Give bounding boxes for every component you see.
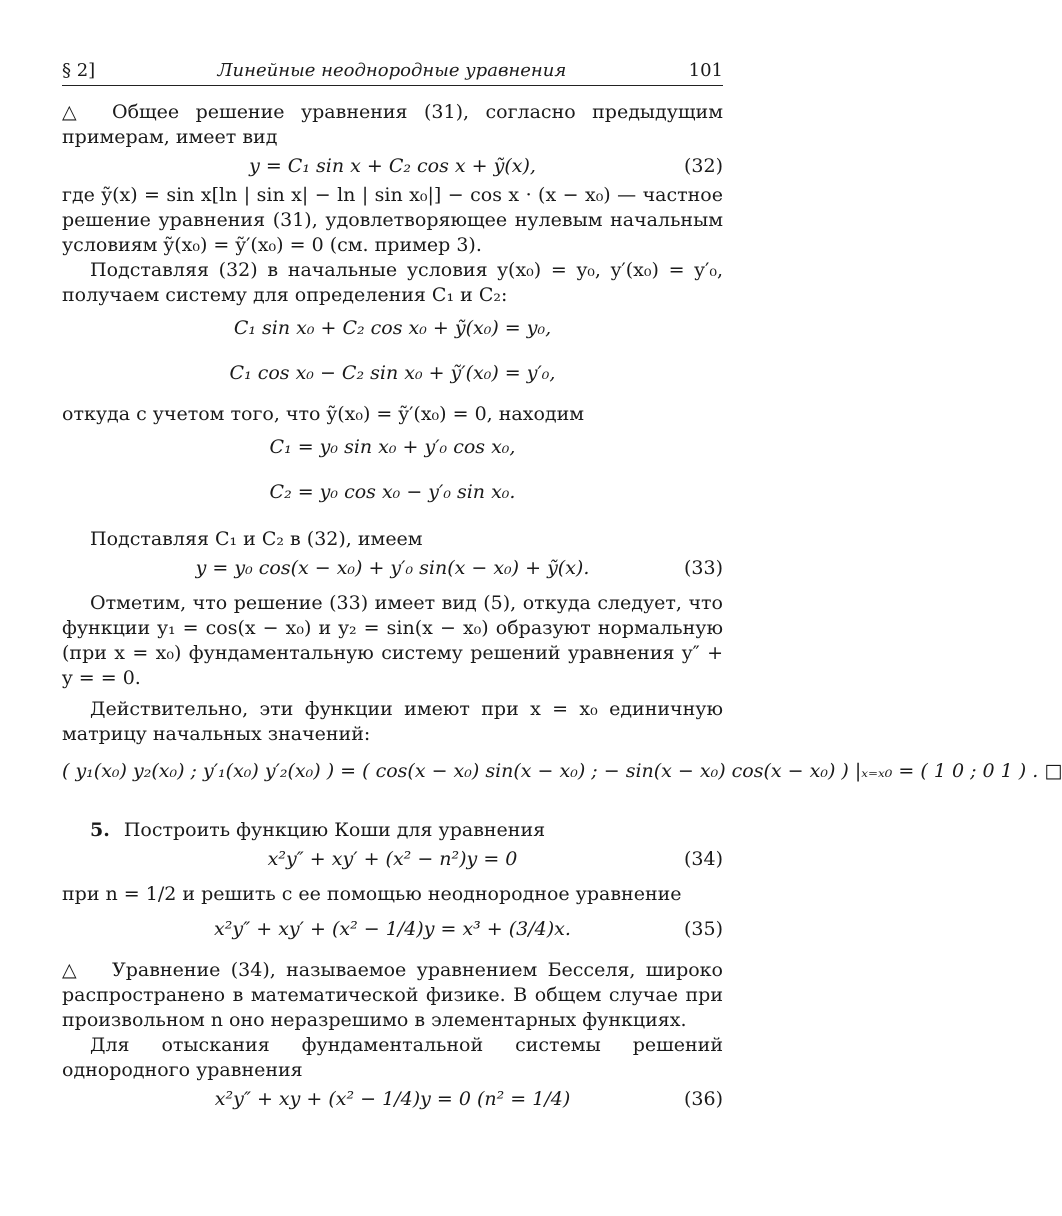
equation-32: [62, 154, 723, 179]
end-of-proof-icon: □: [1044, 760, 1062, 782]
section-marker: § 2]: [62, 60, 96, 81]
paragraph-general-solution: [62, 100, 723, 150]
paragraph-text: Уравнение (34), называемое уравнением Бесселя, широко распространено в математической физике. В общем случае при произвольном n оно неразрешимо в элементарных функциях.: [62, 959, 723, 1031]
paragraph-bessel: [62, 958, 723, 1033]
paragraph-fundamental: Для отыскания фундаментальной системы решений однородного уравнения: [62, 1034, 723, 1081]
equation-body: x²y″ + xy′ + (x² − 1/4)y = x³ + (3/4)x.: [214, 918, 571, 940]
equation-number: (32): [683, 155, 723, 177]
system-1-line-1: C₁ sin x₀ + C₂ cos x₀ + ỹ(x₀) = y₀,: [233, 317, 552, 339]
paragraph-indeed: Действительно, эти функции имеют при x = x₀ единичную матрицу начальных значений:: [62, 698, 723, 745]
equation-36: [62, 1087, 723, 1112]
equation-body: y = C₁ sin x + C₂ cos x + ỹ(x),: [249, 155, 536, 177]
paragraph-substitution: Подставляя (32) в начальные условия y(x₀) = y₀, y′(x₀) = y′₀, получаем систему для определения C₁ и C₂:: [62, 259, 723, 306]
system-2-line-1: C₁ = y₀ sin x₀ + y′₀ cos x₀,: [269, 436, 516, 458]
equation-number: (34): [683, 848, 723, 870]
matrix-body: ( y₁(x₀) y₂(x₀) ; y′₁(x₀) y′₂(x₀) ) = ( cos(x − x₀) sin(x − x₀) ; − sin(x − x₀) cos(x − x₀) ) |ₓ₌ₓ₀ = ( 1 0 ; 0 1 ) .: [62, 760, 1039, 782]
paragraph-n-half: при n = 1/2 и решить с ее помощью неоднородное уравнение: [62, 883, 682, 905]
system-2-line-2: C₂ = y₀ cos x₀ − y′₀ sin x₀.: [269, 481, 516, 503]
paragraph-substituting-c: Подставляя C₁ и C₂ в (32), имеем: [90, 528, 423, 550]
paragraph-text: Общее решение уравнения (31), согласно предыдущим примерам, имеет вид: [62, 101, 723, 148]
page-number: 101: [688, 60, 723, 81]
equation-body: x²y″ + xy′ + (x² − n²)y = 0: [267, 848, 518, 870]
running-title: Линейные неоднородные уравнения: [217, 60, 567, 81]
triangle-icon: △: [62, 959, 77, 981]
paragraph-note: Отметим, что решение (33) имеет вид (5), откуда следует, что функции y₁ = cos(x − x₀) и y₂ = sin(x − x₀) образуют нормальную (при x = x₀) фундаментальную систему решений уравнения y″ + y = = 0.: [62, 592, 723, 689]
problem-number: 5.: [90, 819, 110, 841]
paragraph-whence: откуда с учетом того, что ỹ(x₀) = ỹ′(x₀) = 0, находим: [62, 403, 585, 425]
equation-35: [62, 917, 723, 942]
equation-33: [62, 556, 723, 581]
system-1-line-2: C₁ cos x₀ − C₂ sin x₀ + ỹ′(x₀) = y′₀,: [229, 362, 556, 384]
equation-body: y = y₀ cos(x − x₀) + y′₀ sin(x − x₀) + ỹ(x).: [195, 557, 590, 579]
paragraph-particular-solution: где ỹ(x) = sin x[ln | sin x| − ln | sin x₀|] − cos x · (x − x₀) — частное решение уравнения (31), удовлетворяющее нулевым начальным условиям ỹ(x₀) = ỹ′(x₀) = 0 (см. пример 3).: [62, 184, 723, 256]
equation-number: (33): [683, 557, 723, 579]
equation-34: [62, 847, 723, 872]
equation-number: (36): [683, 1088, 723, 1110]
triangle-icon: △: [62, 101, 77, 123]
system-2: [62, 435, 723, 505]
page-header: [62, 58, 723, 86]
system-1: [62, 316, 723, 386]
matrix-equation: [62, 759, 1062, 784]
problem-5: [62, 818, 723, 843]
problem-statement: Построить функцию Коши для уравнения: [123, 819, 546, 841]
equation-number: (35): [683, 918, 723, 940]
equation-body: x²y″ + xy + (x² − 1/4)y = 0 (n² = 1/4): [214, 1088, 571, 1110]
